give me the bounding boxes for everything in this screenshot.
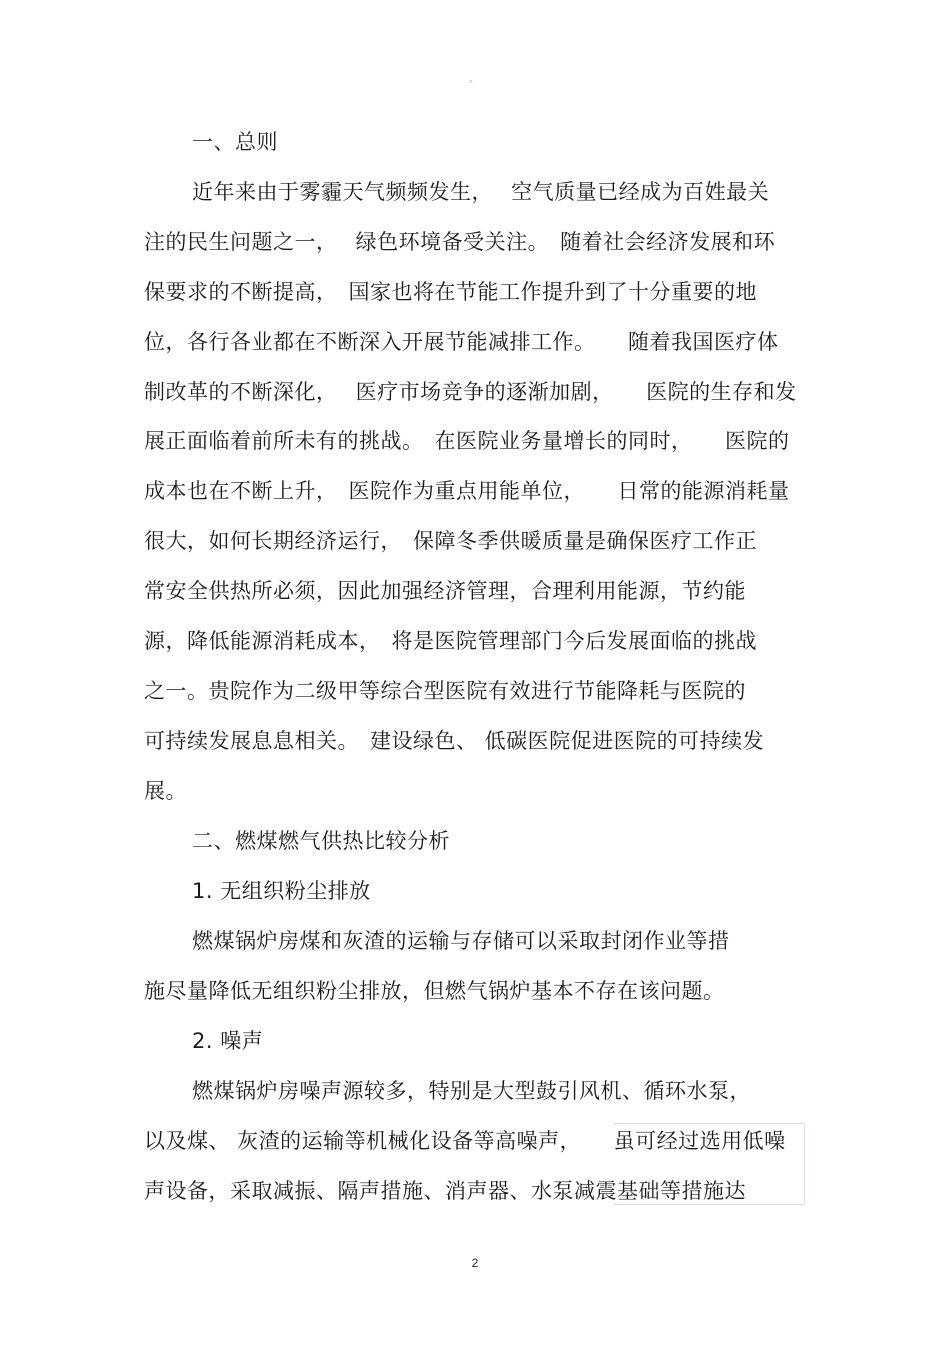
- paragraph-line: 保要求的不断提高， 国家也将在节能工作提升到了十分重要的地: [144, 280, 757, 304]
- paragraph-line: 展。: [144, 779, 187, 803]
- paragraph-line: 可持续发展息息相关。 建设绿色、 低碳医院促进医院的可持续发: [144, 729, 765, 753]
- paragraph-line: 常安全供热所必须，因此加强经济管理，合理利用能源，节约能: [144, 579, 746, 603]
- page-number: 2: [471, 1256, 479, 1270]
- paragraph-line: 很大，如何长期经济运行， 保障冬季供暖质量是确保医疗工作正: [144, 529, 757, 553]
- paragraph-line: 声设备，采取减振、隔声措施、消声器、水泵减震基础等措施达: [144, 1179, 746, 1203]
- paragraph-line: 成本也在不断上升， 医院作为重点用能单位， 日常的能源消耗量: [144, 479, 790, 503]
- paragraph-line: 源，降低能源消耗成本， 将是医院管理部门今后发展面临的挑战: [144, 629, 757, 653]
- subsection-heading: 1. 无组织粉尘排放: [192, 879, 371, 903]
- paragraph-line: 注的民生问题之一， 绿色环境备受关注。 随着社会经济发展和环: [144, 230, 776, 254]
- paragraph-line: 燃煤锅炉房煤和灰渣的运输与存储可以采取封闭作业等措: [192, 929, 730, 953]
- paragraph-line: 施尽量降低无组织粉尘排放，但燃气锅炉基本不存在该问题。: [144, 979, 725, 1003]
- subsection-heading: 2. 噪声: [192, 1029, 264, 1053]
- section-heading: 二、燃煤燃气供热比较分析: [192, 829, 450, 853]
- section-heading: 一、总则: [192, 130, 278, 154]
- paragraph-line: 近年来由于雾霾天气频频发生， 空气质量已经成为百姓最关: [192, 180, 770, 204]
- paragraph-line: 制改革的不断深化， 医疗市场竞争的逐渐加剧， 医院的生存和发: [144, 380, 797, 404]
- paragraph-line: 展正面临着前所未有的挑战。 在医院业务量增长的同时， 医院的: [144, 429, 790, 453]
- paragraph-line: 以及煤、 灰渣的运输等机械化设备等高噪声， 虽可经过选用低噪: [144, 1129, 786, 1153]
- paragraph-line: 位，各行各业都在不断深入开展节能减排工作。 随着我国医疗体: [144, 330, 779, 354]
- paragraph-line: 之一。贵院作为二级甲等综合型医院有效进行节能降耗与医院的: [144, 679, 746, 703]
- page-marker: 。: [469, 74, 479, 85]
- paragraph-line: 燃煤锅炉房噪声源较多，特别是大型鼓引风机、循环水泵，: [192, 1079, 751, 1103]
